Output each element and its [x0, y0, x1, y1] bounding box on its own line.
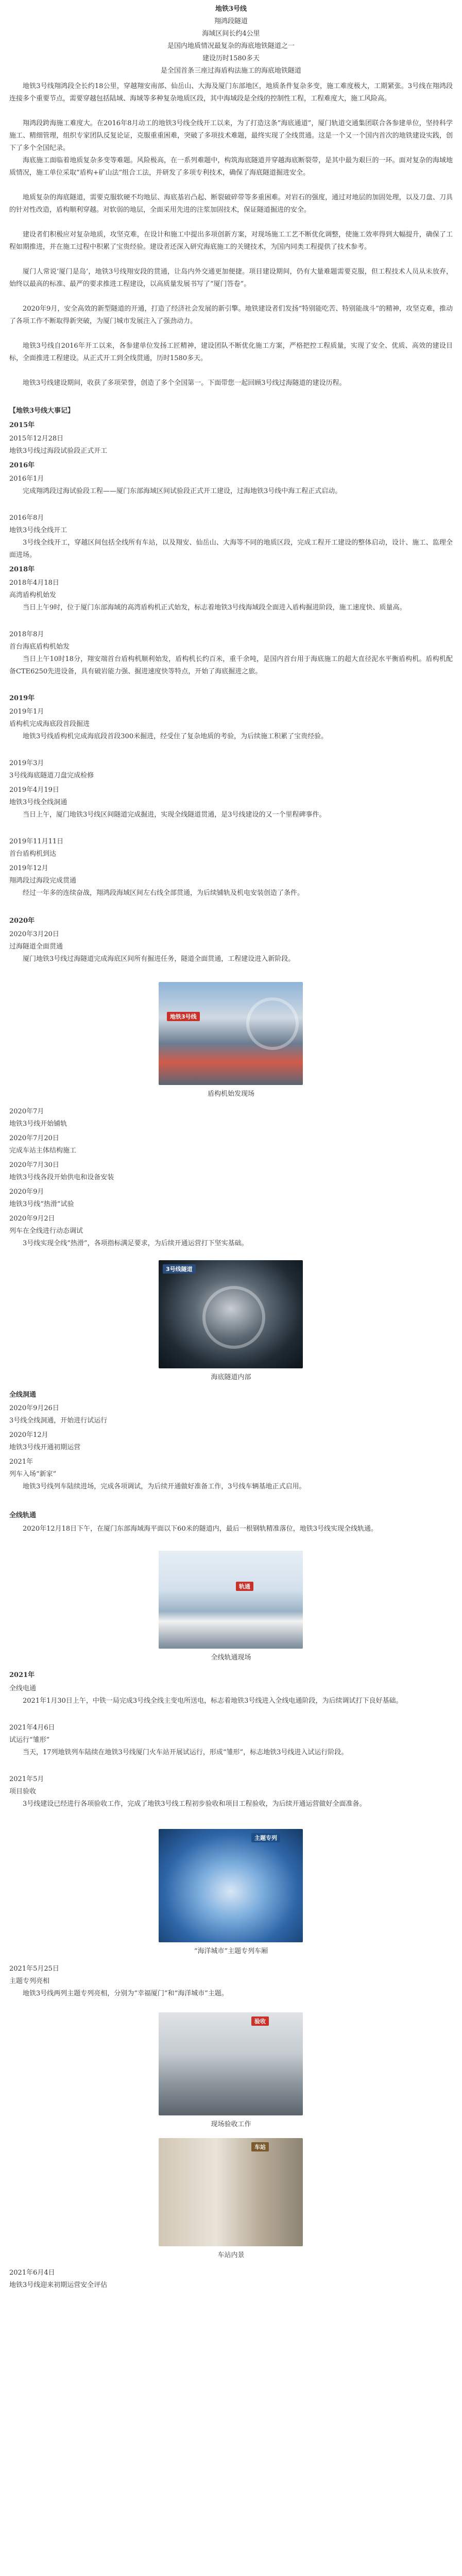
timeline-date: 2020年7月30日 — [9, 1161, 59, 1169]
timeline-date: 2021年5月25日 — [9, 1965, 59, 1973]
timeline-event: 高湾盾构机始发 — [9, 591, 57, 599]
timeline-event: 主题专列亮相 — [9, 1977, 50, 1985]
timeline-event: 全线轨通 — [9, 1512, 37, 1519]
timeline-event: 厦门地铁3号线过海隧道完成海底区间所有掘进任务，隧道全面贯通，工程建设进入新阶段。 — [23, 955, 295, 963]
timeline-event: 完成车站主体结构施工 — [9, 1147, 77, 1155]
timeline-date: 2018年4月18日 — [9, 579, 59, 587]
timeline-date: 2018年8月 — [9, 631, 44, 638]
photo-caption: 车站内景 — [217, 2251, 245, 2259]
photo-banner: 车站 — [251, 2142, 269, 2151]
timeline-date: 2020年7月20日 — [9, 1134, 59, 1142]
timeline-event: 地铁3号线两列主题专列亮相，分别为“幸福厦门”和“海洋城市”主题。 — [23, 1990, 228, 1997]
photo-banner: 验收 — [251, 2016, 269, 2026]
timeline-date: 2019年11月11日 — [9, 838, 64, 845]
timeline-date: 2021年5月 — [9, 1775, 44, 1783]
timeline-date: 2015年12月28日 — [9, 435, 64, 443]
timeline-event: 项目验收 — [9, 1788, 37, 1795]
timeline-date: 2019年12月 — [9, 865, 48, 872]
headline-line-4: 是国内地质情况最复杂的海底地铁隧道之一 — [167, 42, 295, 50]
photo-caption: 全线轨通现场 — [211, 1654, 251, 1662]
headline-line-1: 地铁3号线 — [215, 5, 247, 13]
intro-paragraph-1: 地铁3号线翔鸿段全长约18公里，穿越翔安南部、仙岳山、大海及厦门东部地区，地质条件复杂多变，施工难度极大，工期紧张。3号线在翔鸿段连接多个重要节点，需要穿越包括陆域、海域等多种复杂地质区段，其中海域段是全线的控制性工程，工程难度大，施工风险高。 — [9, 82, 453, 103]
timeline-event: 3号线全线开工，穿越区间包括全线所有车站，以及翔安、仙岳山、大海等不同的地质区段，完成工程开工建设的整体启动，设计、施工、监理全面进场。 — [9, 539, 453, 559]
timeline-date: 2020年9月26日 — [9, 1404, 59, 1412]
photo-caption: 盾构机始发现场 — [207, 1090, 254, 1098]
tunnel-ring-shape — [202, 1286, 265, 1349]
timeline-date: 2016年8月 — [9, 514, 44, 522]
timeline-event: 完成翔鸿段过海试验段工程——厦门东部海域区间试验段正式开工建设，过海地铁3号线中海工程正式启动。 — [23, 487, 342, 495]
timeline-event: 地铁3号线全线洞通 — [9, 799, 67, 806]
timeline-date: 2018年 — [9, 566, 35, 573]
shield-machine-shape — [246, 997, 299, 1050]
timeline-event: 3号线实现全线“热滑”，各项指标满足要求，为后续开通运营打下坚实基础。 — [23, 1240, 248, 1247]
timeline-event: 地铁3号线开始铺轨 — [9, 1120, 67, 1128]
timeline-event: 3号线海底隧道刀盘完成检修 — [9, 772, 94, 779]
timeline-event: 地铁3号线迎来初期运营安全评估 — [9, 2281, 108, 2289]
timeline-date: 2020年 — [9, 917, 35, 925]
intro-paragraph-6: 厦门人常说‘厦门是岛’，地铁3号线翔安段的贯通，让岛内外交通更加便捷。项目建设期间，仍有大量难题需要克服，但工程技术人员从未放弃，始终以最高的标准、最严的要求推进工程建设，以高质量发展书写了“厦门答卷”。 — [9, 268, 453, 288]
timeline-event: 3号线建设已经进行各项验收工作，完成了地铁3号线工程初步验收和项目工程验收，为后续开通运营做好全面准备。 — [23, 1800, 366, 1808]
timeline-date: 2020年9月 — [9, 1188, 44, 1196]
headline-line-3: 海域区间长约4公里 — [202, 30, 260, 38]
timeline-event: 地铁3号线过海段试验段正式开工 — [9, 447, 108, 455]
timeline-event: 翔鸿段过海段完成贯通 — [9, 877, 77, 885]
timeline-event: 2020年12月18日下午，在厦门东部海域海平面以下60米的隧道内，最后一根钢轨精准落位，地铁3号线实现全线轨通。 — [23, 1525, 378, 1533]
intro-paragraph-9: 地铁3号线建设期间，收获了多项荣誉，创造了多个全国第一。下面带您一起回顾3号线过海隧道的建设历程。 — [23, 379, 346, 387]
intro-paragraph-2: 翔鸿段跨海施工难度大。在2016年8月动工的地铁3号线全线开工以来，为了打造这条“海底通道”，厦门轨道交通集团联合各参建单位，坚持科学施工、精细管理，组织专家团队反复论证，克服重重困难，突破了多项技术难题，最终实现了全线贯通。这是一个又一个国内首次的地铁建设实践，创下了多个全国纪录。 — [9, 120, 453, 152]
intro-paragraph-7: 2020年9月，安全高效的新型隧道的开通，打造了经济社会发展的新引擎。地铁建设者们发扬“特别能吃苦、特别能战斗”的精神，攻坚克难，推动了各项工作不断取得新突破，为厦门城市发展注入了强劲动力。 — [9, 305, 453, 325]
timeline-event: 地铁3号线盾构机完成海底段首段300米掘进，经受住了复杂地质的考验，为后续施工积累了宝贵经验。 — [23, 733, 328, 740]
timeline-event: 地铁3号线全线开工 — [9, 527, 67, 534]
photo-shield-machine-launch — [159, 982, 303, 1085]
photo-banner: 3号线隧道 — [163, 1264, 196, 1274]
intro-paragraph-3: 海底施工面临着地质复杂多变等难题。风险极高，在一系列难题中，构筑海底隧道并穿越海底断裂带，是其中最为艰巨的一环。面对复杂的海域地质情况，施工单位采取“盾构+矿山法”组合工法，并研发了多项专利技术，确保了海底隧道掘进安全。 — [9, 157, 453, 177]
photo-banner: 主题专列 — [251, 1833, 280, 1842]
timeline-date: 2020年9月2日 — [9, 1215, 55, 1223]
timeline-event: 列车在全线进行动态调试 — [9, 1227, 83, 1235]
intro-paragraph-5: 建设者们积极应对复杂地质，攻坚克难，在设计和施工中提出多项创新方案，对现场施工工艺不断优化调整，使施工效率得到大幅提升，确保了工程如期推进，并在施工过程中积累了宝贵经验。建设者还深入研究海底施工的关键技术，为国内同类工程提供了技术参考。 — [9, 231, 453, 251]
timeline-event: 试运行“雏形” — [9, 1736, 50, 1744]
photo-caption: 现场验收工作 — [211, 2121, 251, 2128]
timeline-event: 地铁3号线列车陆续进场，完成各项调试，为后续开通做好准备工作，3号线车辆基地正式启用。 — [23, 1483, 306, 1490]
chronicle-heading: 【地铁3号线大事记】 — [9, 407, 75, 415]
timeline-event: 列车入场“新家” — [9, 1470, 57, 1478]
timeline-date: 2019年3月 — [9, 759, 44, 767]
timeline-date: 2019年1月 — [9, 708, 44, 716]
timeline-event: 盾构机完成海底段首段掘进 — [9, 720, 90, 728]
timeline-event: 过海隧道全面贯通 — [9, 943, 63, 951]
timeline-event: 当日上午10时18分，翔安端首台盾构机顺利始发，盾构机长约百米，重千余吨，是国内首台用于海底施工的超大直径泥水平衡盾构机。盾构机配备CTE6250先进设备，具有破岩能力强、掘进速度快等特点，开始了海底掘进之旅。 — [9, 655, 453, 675]
timeline-event: 全线洞通 — [9, 1391, 37, 1399]
photo-banner: 轨通 — [236, 1582, 253, 1591]
timeline-date: 2021年4月6日 — [9, 1724, 55, 1732]
timeline-date: 2020年7月 — [9, 1108, 44, 1115]
photo-caption: “海洋城市”主题专列车厢 — [194, 1947, 268, 1955]
timeline-event: 地铁3号线开通初期运营 — [9, 1444, 81, 1451]
timeline-date: 2021年 — [9, 1671, 35, 1679]
timeline-event: 地铁3号线各段开始供电和设备安装 — [9, 1174, 114, 1181]
photo-tunnel-interior — [159, 1260, 303, 1368]
timeline-date: 2020年3月20日 — [9, 930, 59, 938]
timeline-date: 2019年4月19日 — [9, 786, 59, 794]
intro-paragraph-8: 地铁3号线自2016年开工以来，各参建单位发扬工匠精神，建设团队不断优化施工方案，严格把控工程质量，实现了安全、优质、高效的建设目标，全面推进工程建设。从正式开工到全线贯通，历时1580多天。 — [9, 342, 453, 362]
timeline-date: 2021年 — [9, 1458, 33, 1466]
headline-line-2: 翔鸿段隧道 — [214, 18, 248, 25]
timeline-date: 2016年1月 — [9, 475, 44, 483]
timeline-event: 首台盾构机到达 — [9, 850, 57, 858]
photo-caption: 海底隧道内部 — [211, 1374, 251, 1381]
timeline-event: 3号线全线洞通，开始进行试运行 — [9, 1417, 108, 1425]
timeline-date: 2019年 — [9, 694, 35, 702]
timeline-event: 2021年1月30日上午，中铁一局完成3号线全线主变电所送电，标志着地铁3号线进入全线电通阶段，为后续调试打下良好基础。 — [23, 1697, 403, 1705]
photo-inspection — [159, 2012, 303, 2115]
photo-station-interior — [159, 2138, 303, 2246]
photo-track-completion — [159, 1551, 303, 1649]
timeline-date: 2021年6月4日 — [9, 2269, 55, 2277]
timeline-event: 地铁3号线“热滑”试验 — [9, 1200, 74, 1208]
timeline-event: 当日上午9时，位于厦门东部海域的高湾盾构机正式始发，标志着地铁3号线海域段全面进入盾构掘进阶段，施工速度快、质量高。 — [23, 604, 406, 612]
photo-banner: 地铁3号线 — [167, 1012, 200, 1021]
timeline-event: 首台海底盾构机始发 — [9, 643, 70, 651]
timeline-event: 当日上午，厦门地铁3号线区间隧道完成掘进，实现全线隧道贯通，是3号线建设的又一个里程碑事件。 — [23, 811, 326, 819]
timeline-date: 2015年 — [9, 421, 35, 429]
photo-theme-train — [159, 1829, 303, 1942]
timeline-event: 当天，17列地铁列车陆续在地铁3号线厦门火车站开展试运行，形成“雏形”，标志地铁3号线进入试运行阶段。 — [23, 1749, 348, 1756]
timeline-event: 经过一年多的连续奋战，翔鸿段海域区间左右线全部贯通，为后续铺轨及机电安装创造了条件。 — [23, 889, 304, 897]
timeline-date: 2016年 — [9, 462, 35, 469]
timeline-date: 全线电通 — [9, 1685, 37, 1692]
timeline-date: 2020年12月 — [9, 1431, 48, 1439]
headline-line-5: 建设历时1580多天 — [202, 55, 260, 62]
intro-paragraph-4: 地质复杂的海底隧道，需要克服软硬不均地层、海底基岩凸起、断裂破碎带等多重困难。对岩石的强度，通过对地层的加固处理，以及刀盘、刀具的针对性改造，盾构顺利穿越。对软弱的地层，全面采用先进的注浆加固技术，保证隧道掘进的安全。 — [9, 194, 453, 214]
headline-line-6: 是全国首条三座过海盾构法施工的海底地铁隧道 — [160, 67, 301, 75]
